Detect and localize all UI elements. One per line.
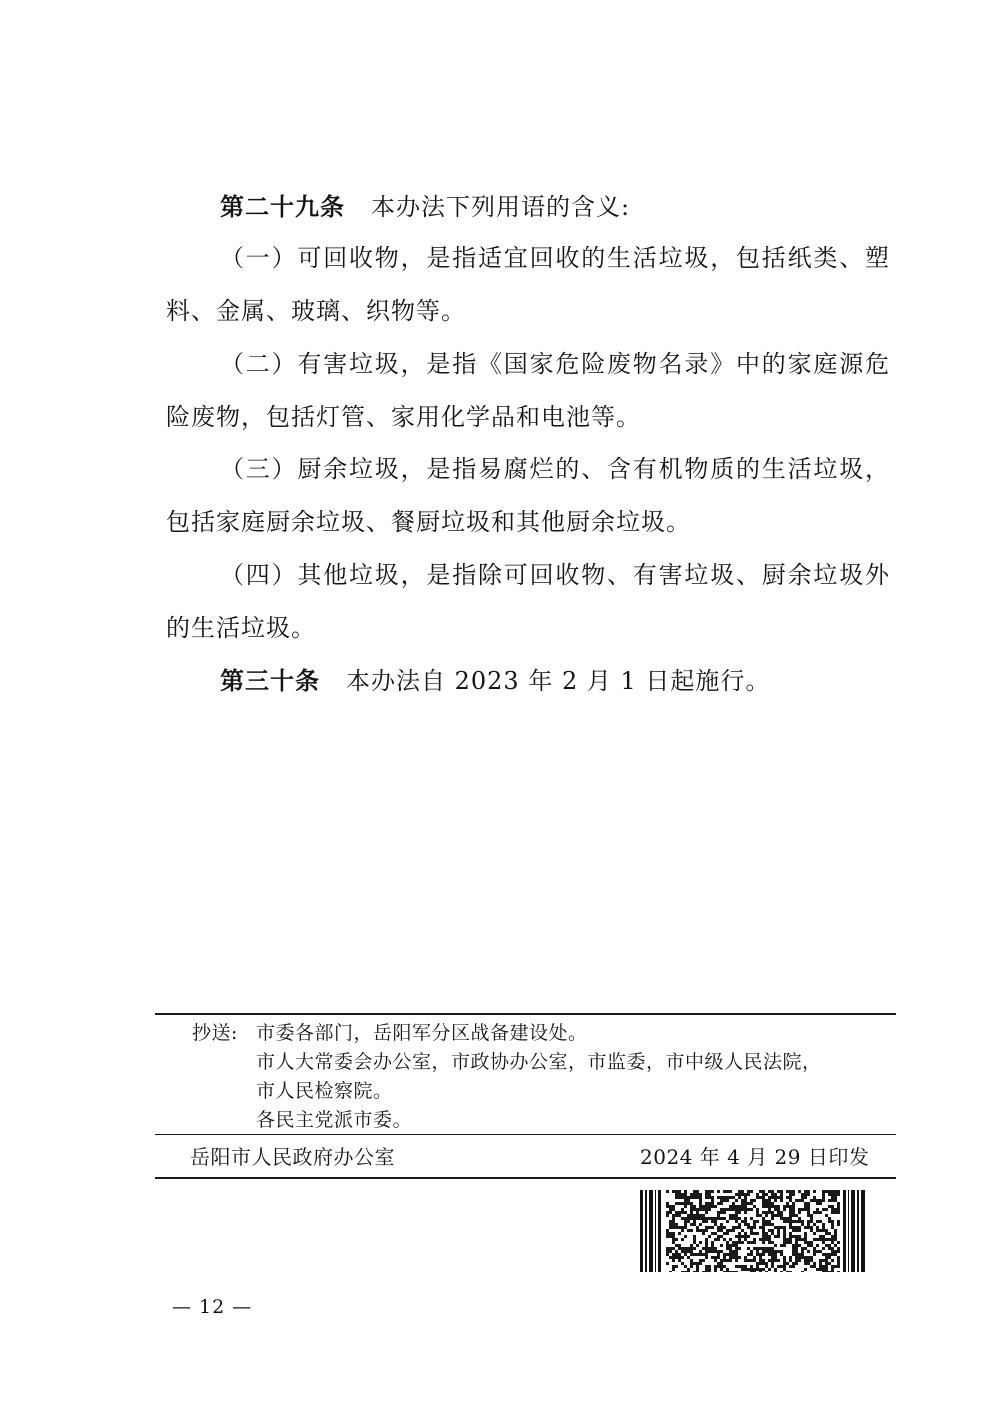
cc-recipients <box>256 1019 896 1135</box>
footer-bottom-rule <box>155 1177 896 1179</box>
cc-label: 抄送: <box>192 1022 238 1044</box>
footer-top-rule <box>155 1013 896 1015</box>
cc-line-2: 市人大常委会办公室，市政协办公室，市监委，市中级人民法院， <box>256 1051 822 1073</box>
barcode-icon <box>640 1190 866 1272</box>
footer-middle-rule <box>155 1134 896 1135</box>
definition-item-4: （四）其他垃圾，是指除可回收物、有害垃圾、厨余垃圾外的生活垃圾。 <box>166 561 890 642</box>
article-29-heading: 第二十九条 <box>220 193 345 221</box>
article-30-paragraph <box>166 655 890 708</box>
article-30-heading: 第三十条 <box>220 667 320 695</box>
definition-item-1: （一）可回收物，是指适宜回收的生活垃圾，包括纸类、塑料、金属、玻璃、织物等。 <box>166 244 890 325</box>
issuing-office: 岳阳市人民政府办公室 <box>190 1145 395 1169</box>
definition-item-2: （二）有害垃圾，是指《国家危险废物名录》中的家庭源危险废物，包括灯管、家用化学品和电池等。 <box>166 350 890 431</box>
issue-date: 2024 年 4 月 29 日印发 <box>640 1145 870 1169</box>
definition-item-3: （三）厨余垃圾，是指易腐烂的、含有机物质的生活垃圾，包括家庭厨余垃圾、餐厨垃圾和其他厨余垃圾。 <box>166 455 890 536</box>
page-number: — 12 — <box>172 1296 253 1318</box>
cc-line-1: 市委各部门，岳阳军分区战备建设处。 <box>256 1022 588 1044</box>
cc-line-3: 市人民检察院。 <box>256 1080 393 1102</box>
article-30-text: 本办法自 2023 年 2 月 1 日起施行。 <box>346 667 771 695</box>
cc-line-4: 各民主党派市委。 <box>256 1109 413 1131</box>
article-29-intro-paragraph <box>166 181 890 234</box>
article-29-intro: 本办法下列用语的含义: <box>371 193 631 221</box>
